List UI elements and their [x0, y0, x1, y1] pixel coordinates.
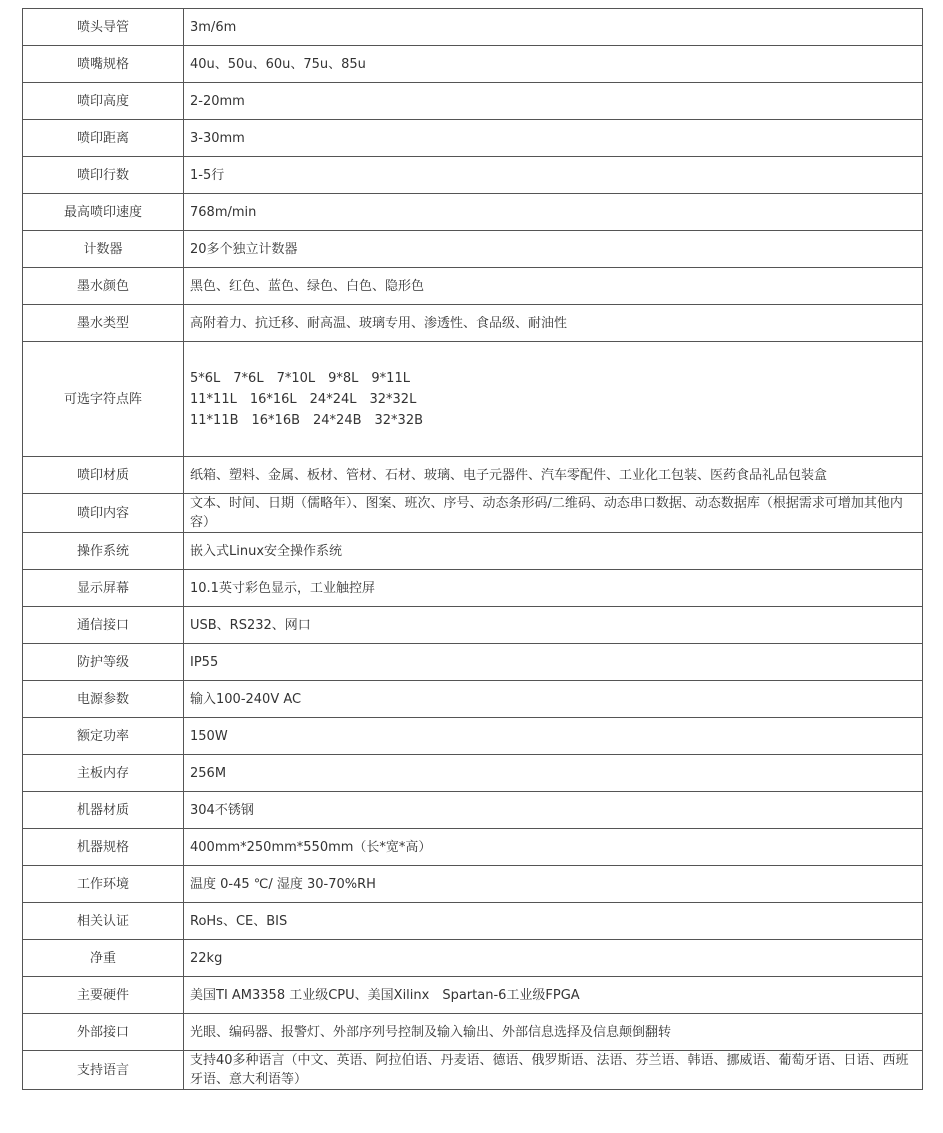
row-label: 显示屏幕 [23, 570, 184, 607]
row-label: 主板内存 [23, 755, 184, 792]
row-value: 光眼、编码器、报警灯、外部序列号控制及输入输出、外部信息选择及信息颠倒翻转 [184, 1014, 923, 1051]
row-value: 10.1英寸彩色显示，工业触控屏 [184, 570, 923, 607]
table-row [23, 83, 923, 120]
dot-matrix-list [184, 342, 923, 457]
table-row [23, 607, 923, 644]
row-value: 支持40多种语言（中文、英语、阿拉伯语、丹麦语、德语、俄罗斯语、法语、芬兰语、韩语、挪威语、葡萄牙语、日语、西班牙语、意大利语等） [184, 1051, 923, 1090]
table-row [23, 9, 923, 46]
spec-table [22, 8, 923, 1090]
row-value: 文本、时间、日期（儒略年）、图案、班次、序号、动态条形码/二维码、动态串口数据、动态数据库（根据需求可增加其他内容） [184, 494, 923, 533]
row-value: 输入100-240V AC [184, 681, 923, 718]
row-value: 高附着力、抗迁移、耐高温、玻璃专用、渗透性、食品级、耐油性 [184, 305, 923, 342]
table-row [23, 457, 923, 494]
row-label: 墨水类型 [23, 305, 184, 342]
row-value: 黑色、红色、蓝色、绿色、白色、隐形色 [184, 268, 923, 305]
row-value: 400mm*250mm*550mm（长*宽*高） [184, 829, 923, 866]
row-value: 20多个独立计数器 [184, 231, 923, 268]
row-label: 可选字符点阵 [23, 342, 184, 457]
row-value: 3m/6m [184, 9, 923, 46]
row-value: 22kg [184, 940, 923, 977]
row-label: 喷印内容 [23, 494, 184, 533]
table-row [23, 755, 923, 792]
row-value: 3-30mm [184, 120, 923, 157]
table-row [23, 194, 923, 231]
row-label: 通信接口 [23, 607, 184, 644]
row-label: 喷印距离 [23, 120, 184, 157]
dot-matrix-line: 5*6L 7*6L 7*10L 9*8L 9*11L [190, 370, 410, 386]
row-label: 机器材质 [23, 792, 184, 829]
table-row [23, 1051, 923, 1090]
table-row [23, 157, 923, 194]
table-row [23, 681, 923, 718]
row-label: 计数器 [23, 231, 184, 268]
row-value: 嵌入式Linux安全操作系统 [184, 533, 923, 570]
row-label: 工作环境 [23, 866, 184, 903]
row-label: 相关认证 [23, 903, 184, 940]
row-label: 电源参数 [23, 681, 184, 718]
table-row [23, 342, 923, 457]
row-value: 温度 0-45 ℃/ 湿度 30-70%RH [184, 866, 923, 903]
row-label: 支持语言 [23, 1051, 184, 1090]
table-row [23, 718, 923, 755]
row-value: 纸箱、塑料、金属、板材、管材、石材、玻璃、电子元器件、汽车零配件、工业化工包装、医药食品礼品包装盒 [184, 457, 923, 494]
row-label: 墨水颜色 [23, 268, 184, 305]
row-value: 150W [184, 718, 923, 755]
row-value: 美国TI AM3358 工业级CPU、美国Xilinx Spartan-6工业级FPGA [184, 977, 923, 1014]
table-row [23, 46, 923, 83]
row-label: 喷印行数 [23, 157, 184, 194]
table-row [23, 792, 923, 829]
table-row [23, 940, 923, 977]
table-row [23, 977, 923, 1014]
row-value: USB、RS232、网口 [184, 607, 923, 644]
table-row [23, 533, 923, 570]
row-label: 防护等级 [23, 644, 184, 681]
row-value: 40u、50u、60u、75u、85u [184, 46, 923, 83]
row-value: 1-5行 [184, 157, 923, 194]
dot-matrix-line: 11*11B 16*16B 24*24B 32*32B [190, 412, 424, 428]
row-label: 喷印材质 [23, 457, 184, 494]
table-row [23, 829, 923, 866]
row-label: 最高喷印速度 [23, 194, 184, 231]
row-value: 256M [184, 755, 923, 792]
dot-matrix-line: 11*11L 16*16L 24*24L 32*32L [190, 391, 417, 407]
row-value: RoHs、CE、BIS [184, 903, 923, 940]
table-row [23, 1014, 923, 1051]
row-label: 净重 [23, 940, 184, 977]
row-label: 喷头导管 [23, 9, 184, 46]
table-row [23, 644, 923, 681]
row-label: 额定功率 [23, 718, 184, 755]
table-row [23, 570, 923, 607]
table-row [23, 268, 923, 305]
row-label: 主要硬件 [23, 977, 184, 1014]
row-value: 304不锈钢 [184, 792, 923, 829]
table-row [23, 494, 923, 533]
table-row [23, 866, 923, 903]
table-row [23, 903, 923, 940]
row-label: 操作系统 [23, 533, 184, 570]
row-value: IP55 [184, 644, 923, 681]
table-row [23, 120, 923, 157]
row-label: 喷嘴规格 [23, 46, 184, 83]
row-label: 喷印高度 [23, 83, 184, 120]
table-row [23, 231, 923, 268]
row-label: 外部接口 [23, 1014, 184, 1051]
row-label: 机器规格 [23, 829, 184, 866]
row-value: 2-20mm [184, 83, 923, 120]
row-value: 768m/min [184, 194, 923, 231]
table-row [23, 305, 923, 342]
